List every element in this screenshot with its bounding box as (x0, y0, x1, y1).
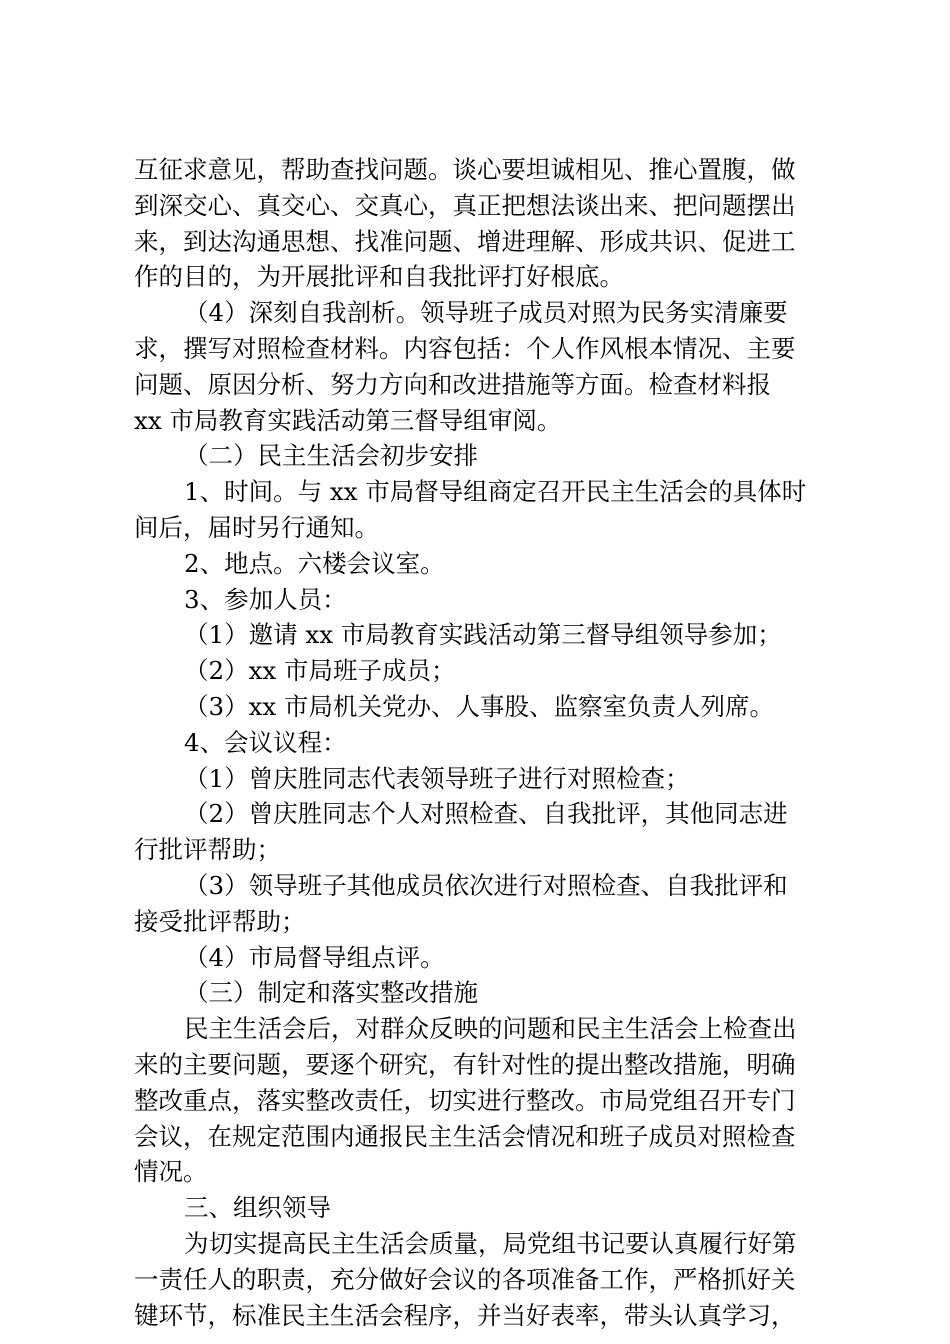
section-heading: （三）制定和落实整改措施 (184, 978, 478, 1008)
text-line: 民主生活会后，对群众反映的问题和民主生活会上检查出 (184, 1014, 797, 1044)
section-heading: （二）民主生活会初步安排 (184, 441, 478, 471)
text-line: （1）曾庆胜同志代表领导班子进行对照检查； (184, 763, 690, 793)
text-line: （1）邀请 xx 市局教育实践活动第三督导组领导参加； (184, 620, 782, 650)
text-line: 问题、原因分析、努力方向和改进措施等方面。检查材料报 (134, 369, 771, 399)
text-line: 3、参加人员： (184, 584, 347, 614)
text-line: 互征求意见，帮助查找问题。谈心要坦诚相见、推心置腹，做 (134, 155, 796, 184)
text-line: 来，到达沟通思想、找准问题、增进理解、形成共识、促进工 (134, 226, 796, 256)
text-line: 间后，届时另行通知。 (134, 512, 379, 542)
text-line: （3）领导班子其他成员依次进行对照检查、自我批评和 (184, 870, 788, 900)
text-line: xx 市局教育实践活动第三督导组审阅。 (134, 405, 562, 435)
text-line: 为切实提高民主生活会质量，局党组书记要认真履行好第 (184, 1228, 797, 1258)
text-line: 情况。 (134, 1157, 208, 1187)
document-body (134, 152, 834, 1333)
text-line: 2、地点。六楼会议室。 (184, 548, 445, 578)
text-line: 1、时间。与 xx 市局督导组商定召开民主生活会的具体时 (184, 477, 807, 507)
text-line: 接受批评帮助； (134, 906, 306, 936)
text-line: （3）xx 市局机关党办、人事股、监察室负责人列席。 (184, 691, 775, 721)
text-line: 来的主要问题，要逐个研究，有针对性的提出整改措施，明确 (134, 1049, 796, 1079)
text-line: 键环节，标准民主生活会程序，并当好表率，带头认真学习， (134, 1300, 796, 1330)
text-line: 作的目的，为开展批评和自我批评打好根底。 (134, 262, 624, 292)
text-line: 4、会议议程： (184, 727, 347, 757)
text-line: 一责任人的职责，充分做好会议的各项准备工作，严格抓好关 (134, 1264, 796, 1294)
text-line: （4）市局督导组点评。 (184, 942, 445, 972)
text-line: 行批评帮助； (134, 835, 281, 865)
text-line: （2）曾庆胜同志个人对照检查、自我批评，其他同志进 (184, 799, 788, 829)
text-line: 到深交心、真交心、交真心，真正把想法谈出来、把问题摆出 (134, 190, 796, 220)
text-line: 会议，在规定范围内通报民主生活会情况和班子成员对照检查 (134, 1121, 796, 1151)
text-line: （4）深刻自我剖析。领导班子成员对照为民务实清廉要 (184, 298, 788, 328)
text-line: 求，撰写对照检查材料。内容包括：个人作风根本情况、主要 (134, 333, 796, 363)
text-line: 整改重点，落实整改责任，切实进行整改。市局党组召开专门 (134, 1085, 796, 1115)
section-heading: 三、组织领导 (184, 1193, 331, 1223)
text-line: （2）xx 市局班子成员； (184, 656, 456, 686)
